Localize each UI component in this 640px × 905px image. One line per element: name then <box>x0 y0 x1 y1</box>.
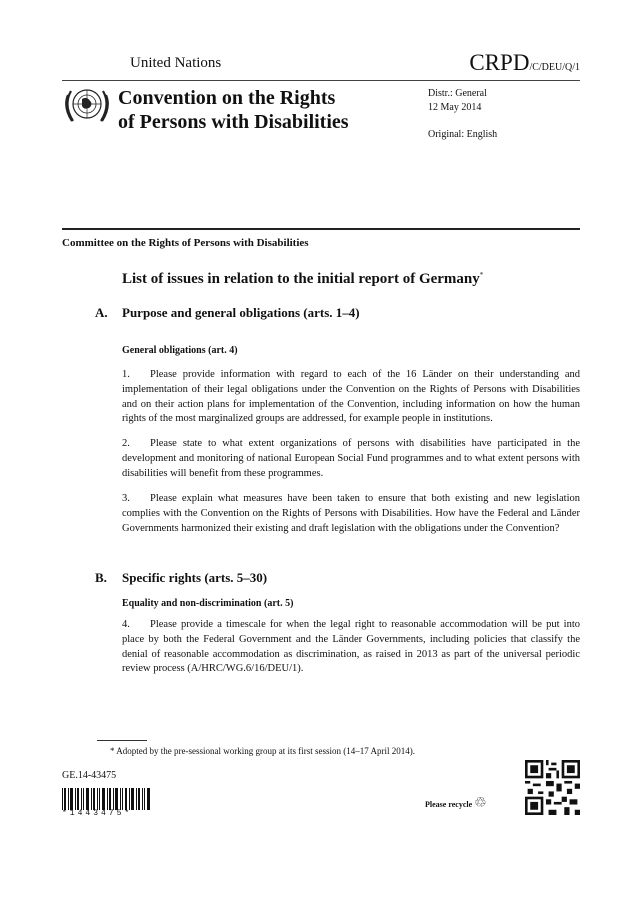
section-heading-a <box>95 305 360 321</box>
symbol-suffix: /C/DEU/Q/1 <box>529 62 580 73</box>
paragraph-3 <box>122 492 580 536</box>
section-letter: A. <box>95 305 108 320</box>
paragraph-text: Please provide a timescale for when the legal right to reasonable accommodation will be put into place by both the Federal Government and the Länder Governments, including policies that classify the denial of reasonable accommodation as discrimination, as raised in 2013 as part of the universal periodic review process (A/HRC/WG.6/16/DEU/1). <box>122 619 580 675</box>
subheading-general-obligations: General obligations (art. 4) <box>122 345 238 356</box>
section-heading-text: Purpose and general obligations (arts. 1–4) <box>122 305 360 320</box>
section-heading-b <box>95 570 268 586</box>
paragraph-number: 2. <box>122 438 130 449</box>
job-number: GE.14-43475 <box>62 770 117 781</box>
masthead-rule <box>62 228 580 230</box>
paragraph-text: Please explain what measures have been taken to ensure that both existing and new legislation complies with the Convention on the Rights of Persons with Disabilities. How have the Federal and Länder Governments harmonized their existing and draft legislation with the obligations under the Convention? <box>122 493 580 534</box>
paragraph-4 <box>122 618 580 677</box>
document-title-text: List of issues in relation to the initial report of Germany <box>122 271 480 287</box>
paragraph-2 <box>122 437 580 481</box>
committee-name: Committee on the Rights of Persons with Disabilities <box>62 237 309 249</box>
symbol-main: CRPD <box>469 50 530 75</box>
paragraph-text: Please provide information with regard to each of the 16 Länder on their understanding and implementation of their legal obligations under the Convention on the Rights of Persons with Disabilities and on their action plans for implementation of the Convention, including information on how the human rights of the most marginalized groups are addressed, for example people in institutions. <box>122 369 580 425</box>
paragraph-1 <box>122 368 580 427</box>
qr-code-icon <box>525 760 580 815</box>
section-letter: B. <box>95 570 107 585</box>
paragraph-number: 3. <box>122 493 130 504</box>
organization-name: United Nations <box>130 55 222 71</box>
footnote-rule <box>97 740 147 741</box>
recycle-text: Please recycle <box>425 800 473 809</box>
title-line-2: of Persons with Disabilities <box>118 111 349 133</box>
convention-title <box>118 86 349 134</box>
paragraph-number: 1. <box>122 369 130 380</box>
barcode-number: *1443475* <box>62 809 133 818</box>
paragraph-text: Please state to what extent organizations of persons with disabilities have participated in the development and monitoring of national European Social Fund programmes and to what extent persons with disabilities will benefit from these programmes. <box>122 438 580 479</box>
header-rule <box>62 80 580 81</box>
date: 12 May 2014 <box>428 102 482 113</box>
recycle-icon: ♲ <box>474 796 487 811</box>
document-title <box>122 271 483 288</box>
original-language: Original: English <box>428 129 498 140</box>
footnote-marker: * <box>479 271 484 279</box>
barcode-icon <box>62 788 152 810</box>
footnote: * Adopted by the pre-sessional working group at its first session (14–17 April 2014). <box>110 746 415 756</box>
distribution: Distr.: General <box>428 88 487 99</box>
un-emblem-icon <box>62 83 112 127</box>
document-symbol <box>469 50 580 76</box>
title-line-1: Convention on the Rights <box>118 87 336 109</box>
subheading-equality: Equality and non-discrimination (art. 5) <box>122 598 294 609</box>
section-heading-text: Specific rights (arts. 5–30) <box>122 570 268 585</box>
recycle-note <box>425 795 487 812</box>
paragraph-number: 4. <box>122 619 130 630</box>
